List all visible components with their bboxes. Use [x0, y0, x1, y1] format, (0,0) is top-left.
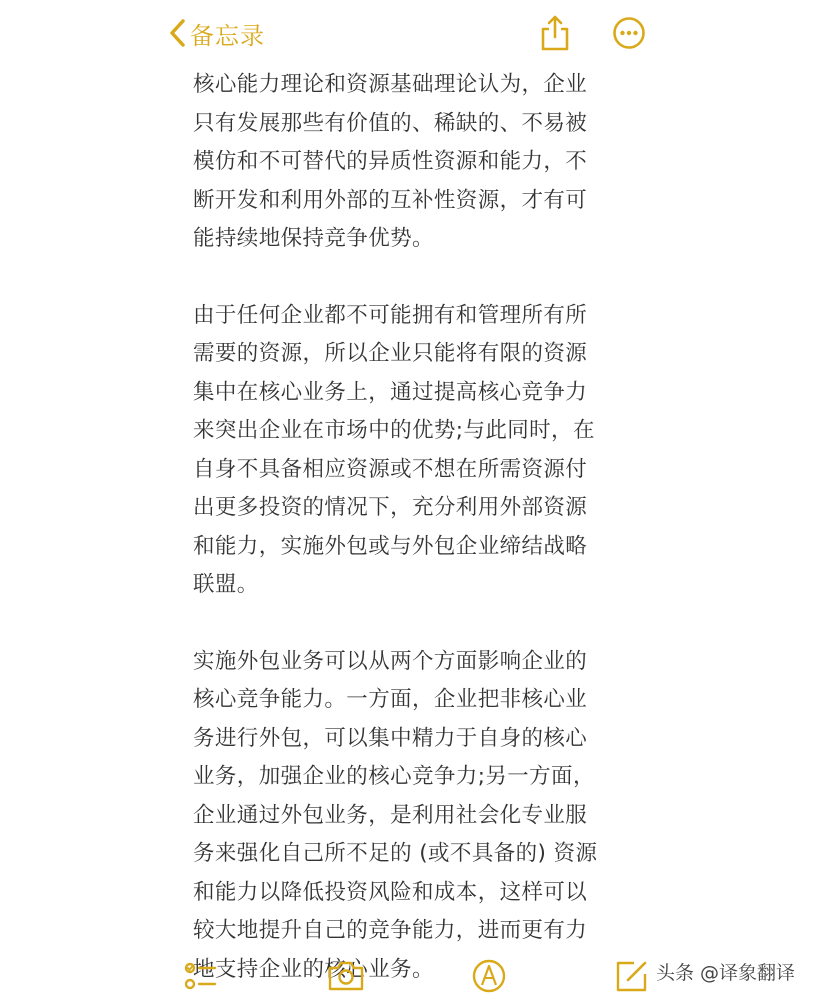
back-label: 备忘录 — [190, 21, 265, 50]
compose-button[interactable] — [612, 956, 652, 996]
share-button[interactable] — [538, 14, 572, 52]
back-button[interactable] — [168, 14, 265, 52]
compose-icon — [612, 956, 652, 996]
note-paragraph: 由于任何企业都不可能拥有和管理所有所 需要的资源，所以企业只能将有限的资源 集中在核心业务上，通过提高核心竞争力 来突出企业在市场中的优势;与此同时，在 自身不具备相应资源或不想在所需资源付 出更多投资的情况下，充分利用外部资源 和能力，实施外包或与外包企业缔结战略 联盟。 — [193, 302, 595, 597]
markup-button[interactable] — [469, 956, 509, 996]
ellipsis-circle-icon — [612, 35, 646, 54]
note-body[interactable] — [193, 66, 653, 989]
watermark: 头条 @译象翻译 — [656, 962, 796, 984]
note-paragraph: 实施外包业务可以从两个方面影响企业的 核心竞争能力。一方面，企业把非核心业 务进行外包，可以集中精力于自身的核心 业务，加强企业的核心竞争力;另一方面， 企业通过外包业务，是利用社会化专业服 务来强化自己所不足的 (或不具备的) 资源 和能力以降低投资风险和成本，这样可以 较大地提升自己的竞争能力，进而更有力 地支持企业的核心业务。 — [193, 648, 598, 982]
share-icon — [538, 37, 572, 56]
markup-pen-icon — [469, 956, 509, 996]
chevron-left-icon — [168, 18, 186, 48]
more-options-button[interactable] — [612, 16, 646, 50]
checklist-button[interactable] — [181, 956, 221, 996]
navigation-bar — [0, 0, 828, 66]
checklist-icon — [181, 956, 221, 996]
note-paragraph: 核心能力理论和资源基础理论认为，企业 只有发展那些有价值的、稀缺的、不易被 模仿和不可替代的异质性资源和能力，不 断开发和利用外部的互补性资源，才有可 能持续地保持竞争优势。 — [193, 72, 588, 251]
camera-icon — [326, 956, 366, 996]
camera-button[interactable] — [326, 956, 366, 996]
